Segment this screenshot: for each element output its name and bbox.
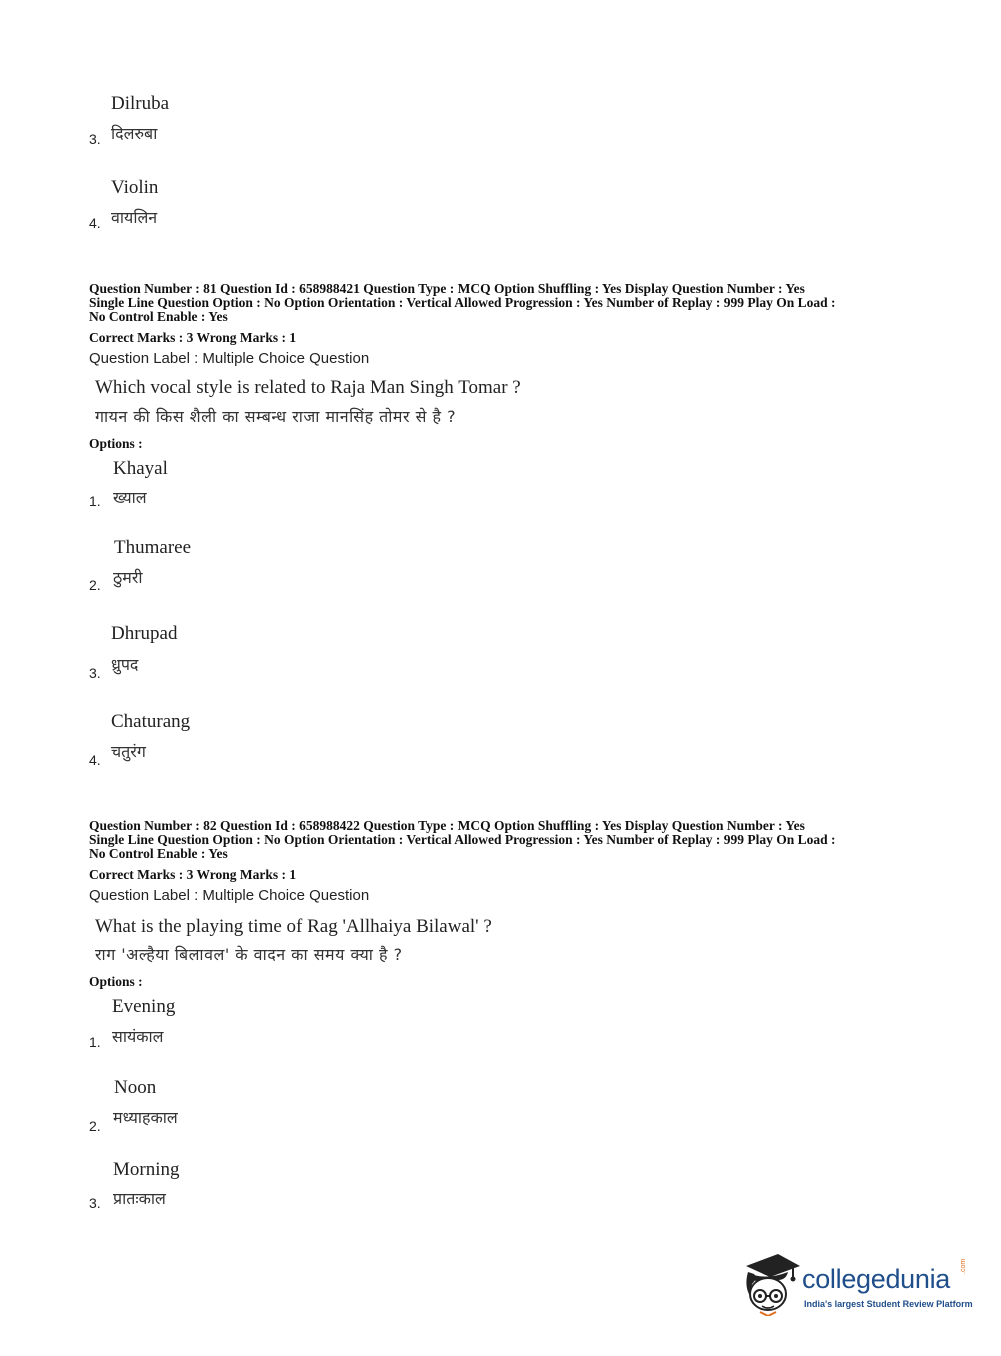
question-meta-line: No Control Enable : Yes [89,846,228,861]
option-number: 3. [89,1195,101,1211]
option-hindi: ठुमरी [113,568,143,587]
brand-domain: .com [960,1258,967,1274]
option-number: 4. [89,752,101,768]
options-heading: Options : [89,974,143,989]
option-hindi: ध्रुपद [111,655,139,674]
question-meta-line: Question Number : 82 Question Id : 658988422 Question Type : MCQ Option Shuffling : Yes Display Question Number : Yes [89,818,805,833]
option-english: Evening [112,996,176,1017]
option-hindi: ख्याल [113,488,147,507]
option-number: 4. [89,215,101,231]
option-hindi: चतुरंग [111,742,146,761]
question-meta-line: Question Number : 81 Question Id : 658988421 Question Type : MCQ Option Shuffling : Yes Display Question Number : Yes [89,281,805,296]
question-marks: Correct Marks : 3 Wrong Marks : 1 [89,867,297,882]
option-english: Dhrupad [111,623,178,644]
option-number: 3. [89,665,101,681]
option-number: 2. [89,577,101,593]
mascot-icon [738,1250,802,1316]
option-hindi: वायलिन [111,208,158,227]
option-english: Violin [111,177,159,198]
question-text-english: Which vocal style is related to Raja Man Singh Tomar ? [95,377,521,398]
option-number: 2. [89,1118,101,1134]
option-english: Morning [113,1159,180,1180]
brand-tagline: India's largest Student Review Platform [804,1299,973,1309]
question-marks: Correct Marks : 3 Wrong Marks : 1 [89,330,297,345]
option-english: Khayal [113,458,168,479]
option-english: Dilruba [111,93,170,114]
option-hindi: दिलरुबा [111,124,158,143]
option-hindi: मध्याहकाल [113,1108,178,1127]
option-hindi: प्रातःकाल [113,1189,166,1208]
option-number: 1. [89,1034,101,1050]
option-english: Noon [114,1077,157,1098]
option-english: Chaturang [111,711,191,732]
question-label: Question Label : Multiple Choice Question [89,350,370,367]
question-text-hindi: गायन की किस शैली का सम्बन्ध राजा मानसिंह तोमर से है ? [95,407,457,426]
question-meta-line: Single Line Question Option : No Option Orientation : Vertical Allowed Progression : Yes Number of Replay : 999 Play On Load : [89,832,836,847]
question-meta-line: No Control Enable : Yes [89,309,228,324]
options-heading: Options : [89,436,143,451]
option-english: Thumaree [114,537,192,558]
question-text-hindi: राग 'अल्हैया बिलावल' के वादन का समय क्या है ? [95,945,403,964]
brand-name: collegedunia [802,1264,951,1294]
option-number: 3. [89,131,101,147]
question-text-english: What is the playing time of Rag 'Allhaiya Bilawal' ? [95,916,492,937]
collegedunia-logo [738,1248,978,1320]
question-label: Question Label : Multiple Choice Question [89,887,370,904]
question-meta-line: Single Line Question Option : No Option Orientation : Vertical Allowed Progression : Yes Number of Replay : 999 Play On Load : [89,295,836,310]
option-number: 1. [89,493,101,509]
option-hindi: सायंकाल [112,1027,164,1046]
